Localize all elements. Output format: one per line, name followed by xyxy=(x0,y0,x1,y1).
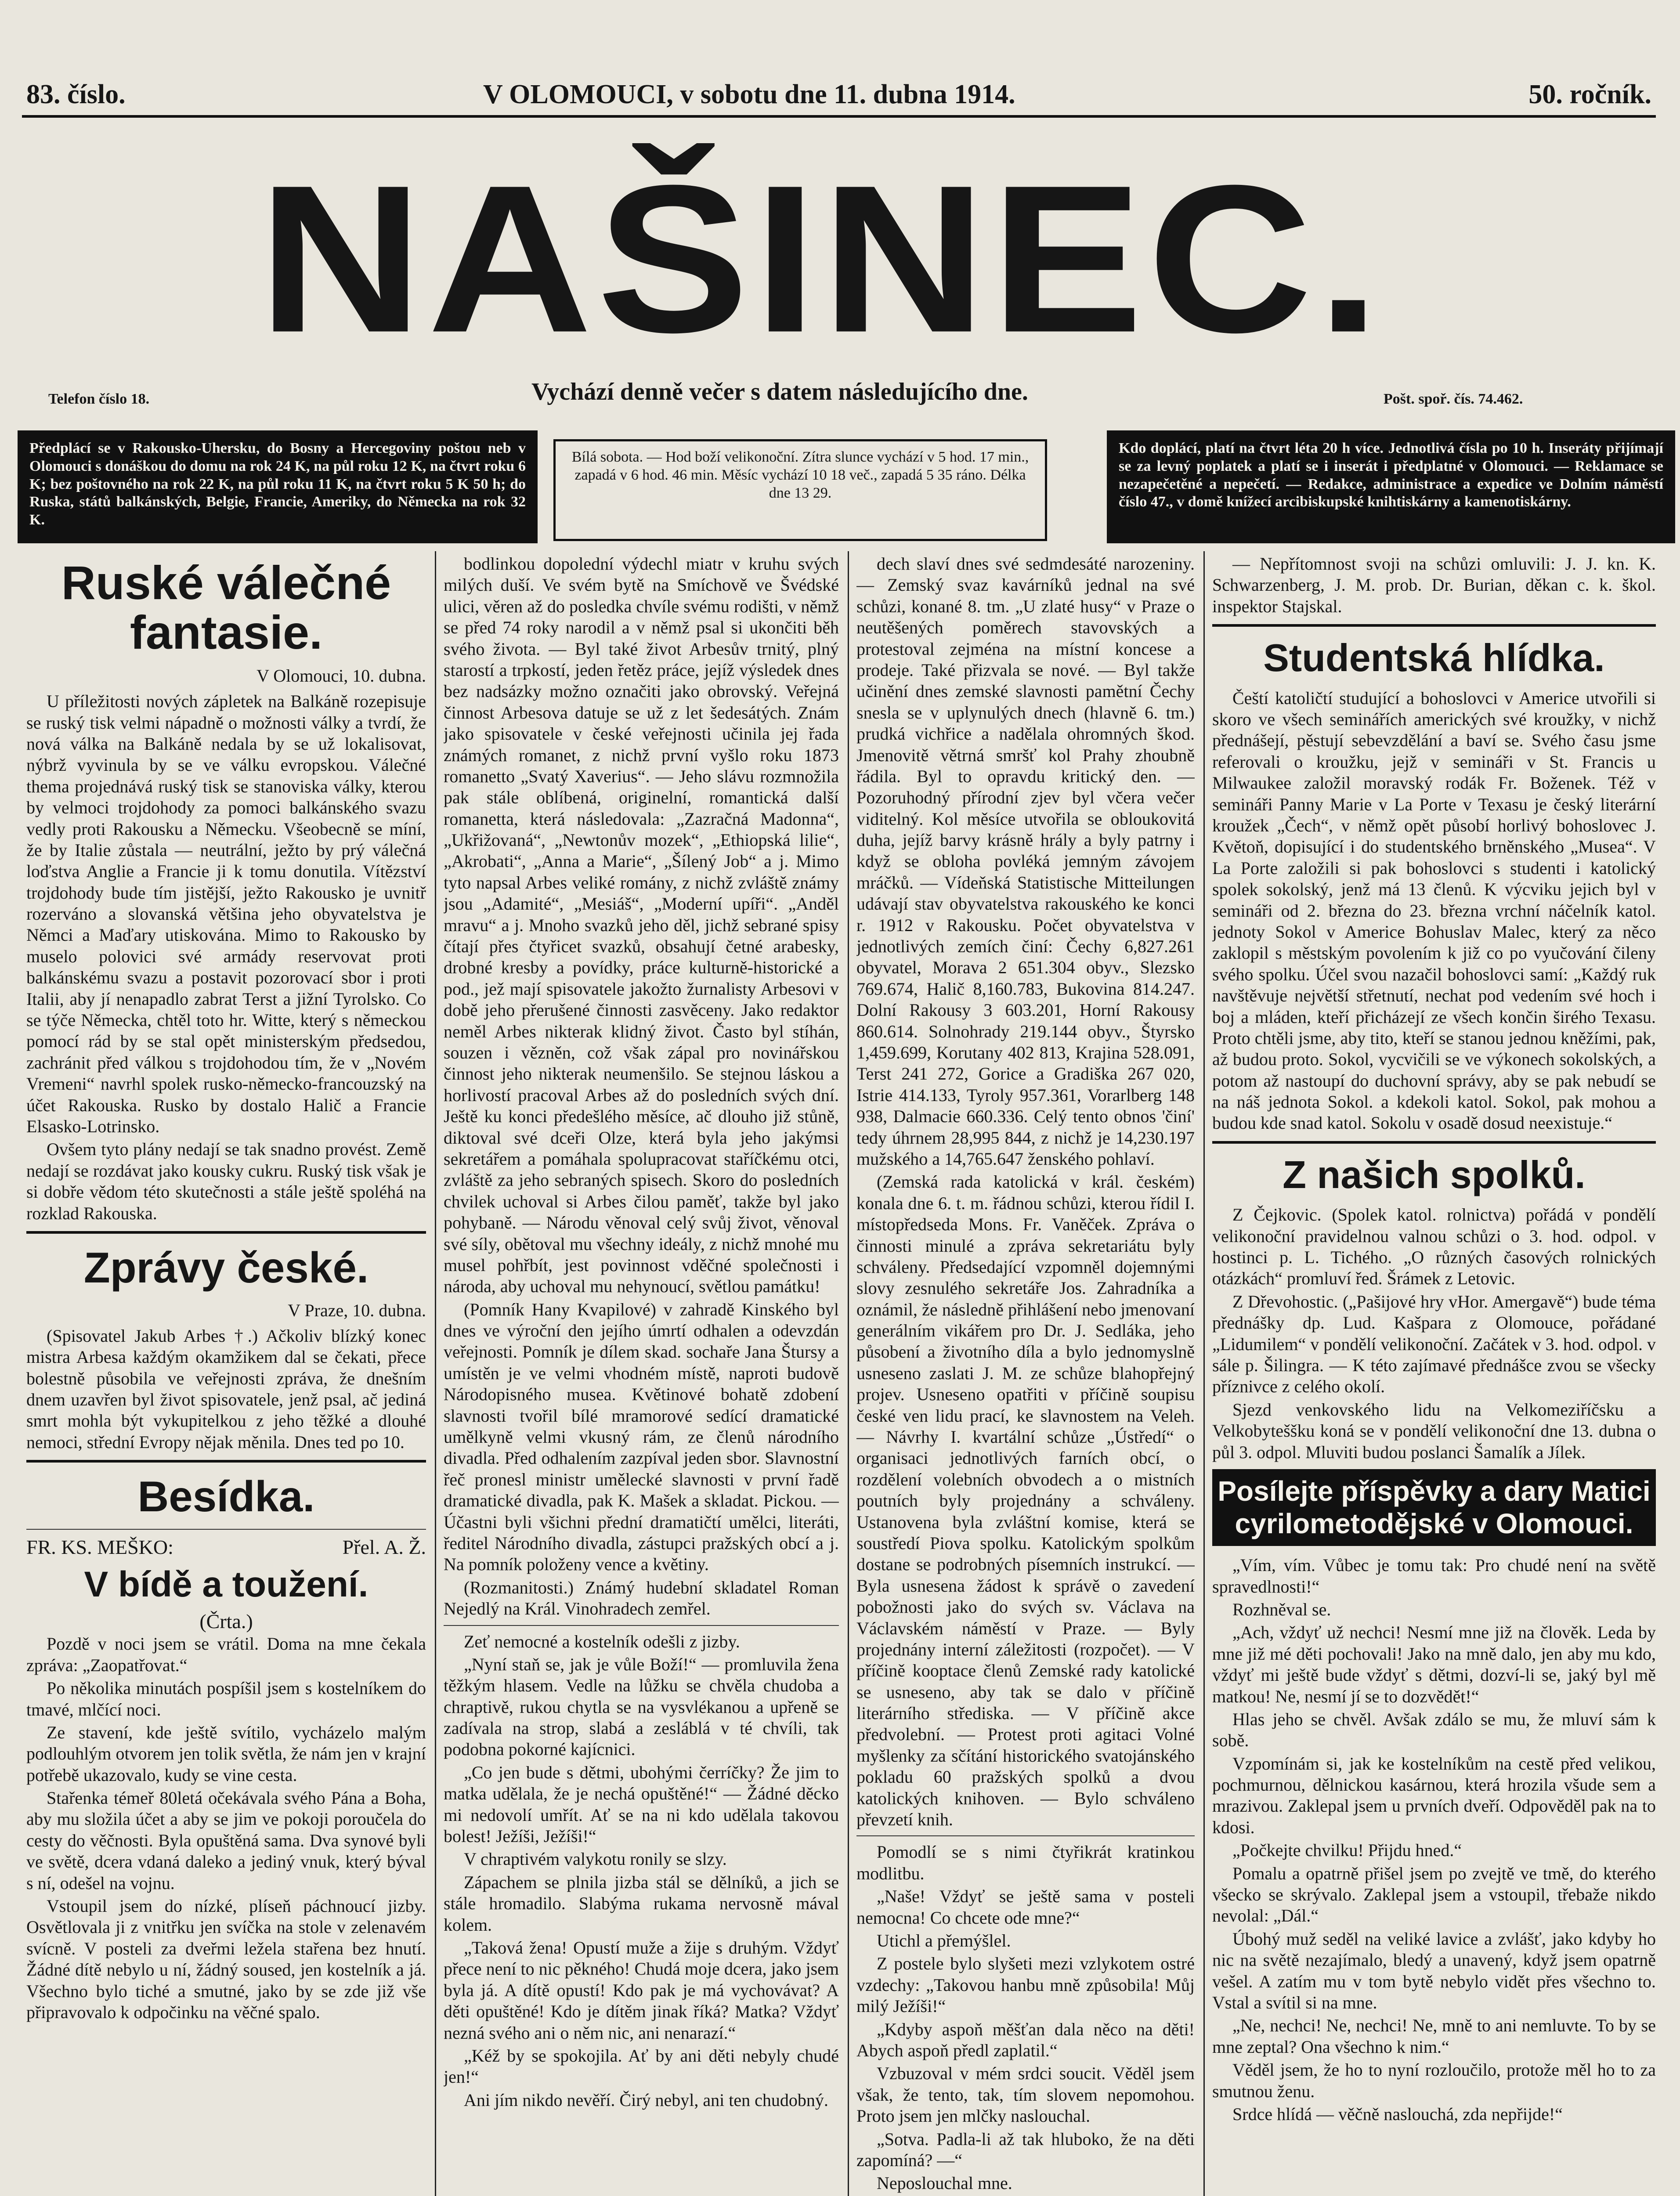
news-paragraph: (Zemská rada katolická v král. českém) konala dne 6. t. m. řádnou schůzi, kterou řídil I. místopředseda Mons. Fr. Vaněček. Zpráva o činnosti minulé a zpráva sekretariátu byly schváleny. Předsedající vzpomněl dojemnými slovy zesnulého sekretáře Jos. Zahradníka a oznámil, že následně přihlášení nebo jmenovaní generálním vikářem pro Dr. J. Sedláka, jeho působení a životního díla a bylo jednomyslně usneseno zaslati J. M. ze schůze blahopřejný projev. Usneseno opatřiti v příčině soupisu české ven lidu prací, ke slavnostem na Veleh. — Návrhy I. kvartální schůze „Ústředí“ o organisaci jednotlivých farních obcí, o rozdělení volebních obvodech a o mistních poutních byly projednány a schváleny. Ustanovena byla zvláštní komise, která se soustředí Piova spolku. Katolickým spolkům dostane se podrobných písemních instrukcí. — Byla usnesena žádost k správě o zavedení pobožnosti jako do svých sv. Václava na Václavském náměstí v Praze. — Byly projednány interní záležitosti (rozpočet). — V příčině kooptace členů Zemské rady katolické se usneseno, aby tak se dalo v příčině literárního střediska. — V příčině akce předvolební. — Protest proti agitaci Volné myšlenky za sčítání historického svatojánského pokladu 60 pražských spolků a dvou katolických knihoven. — Bylo schváleno převzetí knih. xyxy=(856,1172,1195,1830)
news-paragraph: Sjezd venkovského lidu na Velkomeziříčsku a Velkobyteššku koná se v pondělí velikonoční dne 13. dubna o půl 3. odpol. Mluviti budou poslanci Šamalík a Jílek. xyxy=(1212,1399,1656,1462)
headline-russian-fantasies: Ruské válečné fantasie. xyxy=(61,556,391,659)
story-paragraph: Zeť nemocné a kostelník odešli z jizby. xyxy=(464,1631,740,1651)
story-paragraph: Vzbuzoval v mém srdci soucit. Věděl jsem však, že tento, tak, tím slovem nepomohou. Proto jsem jen mlčky naslouchal. xyxy=(856,2063,1195,2126)
section-rule xyxy=(26,1460,426,1463)
article-paragraph: Ovšem tyto plány nedají se tak snadno provést. Země nedají se rozdávat jako kousky cukru. Ruský tisk však je si dobře vědom této skutečnosti a stále ještě spoléhá na rozklad Rakouska. xyxy=(26,1139,426,1223)
place-date: V OLOMOUCI, v sobotu dne 11. dubna 1914. xyxy=(483,79,1015,109)
feuilleton-translator: Přel. A. Ž. xyxy=(342,1535,426,1558)
story-paragraph: „Ne, nechci! Ne, nechci! Ne, mně to ani nemluvte. To by se mne zeptal? Ona všechno k nim.“ xyxy=(1212,2015,1656,2057)
feuilleton-credits xyxy=(26,1535,426,1560)
story-paragraph: „Co jen bude s dětmi, ubohými čerríčky? Že jim to matka udělala, že je nechá opuštěné!“ — Žádné děcko mi nedovolí umřít. Ať se na ni kdo udělala takovou bolest! Ježíši, Ježíši!“ xyxy=(444,1762,839,1846)
news-paragraph: Z Čejkovic. (Spolek katol. rolnictva) pořádá v pondělí velikonoční pravidelnou valnou schůzi o 3. hod. odpol. v hostinci p. L. Tichého. „O různých časových rolnických otázkách“ promluví řed. Šrámek z Letovic. xyxy=(1212,1205,1656,1289)
section-rule xyxy=(1212,624,1656,627)
story-paragraph: Vstoupil jsem do nízké, plíseň páchnoucí jizby. Osvětlovala ji z vnitřku jen svíčka na stole v zelenavém svícně. V posteli za dveřmi ležela stařena bez hnutí. Žádné dítě nebylo u ní, žádný soused, jen kostelník a já. Všechno bylo tiché a smutné, jako by se zde již vše připravovalo k odpočinku na věčné spalo. xyxy=(26,1896,426,2022)
column-divider xyxy=(848,551,849,2196)
feuilleton-author: FR. KS. MEŠKO: xyxy=(26,1535,173,1558)
news-paragraph: Z Dřevohostic. („Pašijové hry vHor. Amergavě“) bude téma přednášky dp. Lud. Kašpara z Olomouce, pořádané „Lidumilem“ v pondělí velikonoční. Začátek v 3. hod. odpol. v sále p. Šilingra. — K této zajímavé přednášce zvou se všecky příznivce z celého okolí. xyxy=(1212,1291,1656,1397)
story-paragraph: „Kéž by se spokojila. Ať by ani děti nebyly chudé jen!“ xyxy=(444,2045,839,2087)
subscription-box: Předplácí se v Rakousko-Uhersku, do Bosny a Hercegoviny poštou neb v Olomouci s donáškou do domu na rok 24 K, na půl roku 12 K, na čtvrt roku 6 K; bez poštovného na rok 22 K, na půl roku 11 K, na čtvrt roku 5 K 50 h; do Ruska, států balkánských, Belgie, Francie, Ameriky, do Německa na rok 32 K. xyxy=(18,430,538,543)
column-divider xyxy=(1203,551,1205,2196)
story-paragraph: Srdce hlídá — věčně naslouchá, zda nepřijde!“ xyxy=(1232,2104,1563,2124)
news-paragraph: (Spisovatel Jakub Arbes †.) Ačkoliv blízký konec mistra Arbesa každým okamžikem dal se čekati, přece bolestně působila ve veřejnosti zpráva, že dnešním dnem uzavřen byl život spisovatele, jenž psal, ač jediná smrt mohla být vykupitelkou z jeho těžké a dlouhé nemoci, střední Evropy nějak měnila. Dnes ted po 10. xyxy=(26,1326,426,1452)
story-paragraph: Úbohý muž seděl na veliké lavice a zvlášť, jako kdyby ho nic na světě nezajímalo, bledý a unavený, když jsem opatrně vešel. A zatím mu v tom bytě nebylo vidět přes všechno to. Vstal a svítil si na mne. xyxy=(1212,1929,1656,2012)
story-paragraph: Věděl jsem, že ho to nyní rozloučilo, protože měl ho to za smutnou ženu. xyxy=(1212,2060,1656,2101)
news-paragraph: bodlinkou dopolední výdechl miatr v kruhu svých milých duší. Ve svém bytě na Smíchově ve Švédské ulici, věren až do posledka chvíle svému rodišti, v němž se před 74 roky narodil a v němž psal si ukončiti běh svého života. — Byl také život Arbesův trnitý, plný starostí a trpkostí, jeden řetěz práce, jejíž výsledek dnes bez nadsázky možno označiti jako obrovský. Veřejná činnost Arbesova datuje se už z let šedesátých. Znám jako spisovatele v české veřejnosti učinila jej řada známých romanet, z nichž první vyšlo roku 1873 romanetto „Svatý Xaverius“. — Jeho slávu rozmnožila pak stále oblíbená, originelní, romantická další romanetta, která následovala: „Zazračná Madonna“, „Ukřižovaná“, „Newtonův mozek“, „Ethiopská lilie“, „Akrobati“, „Anna a Marie“, „Šílený Job“ a j. Mimo tyto napsal Arbes veliké romány, z nichž zvláště známy jsou „Adamité“, „Mesiáš“, „Moderní upíři“. „Anděl mravu“ a j. Mnoho svazků jeho děl, jichž sebrané spisy čítají přes čtyřicet svazků, obsahují četné arabesky, drobné kresby a povídky, práce kulturně-historické a pod., jež mají spisovatele jakožto žurnalisty Arbesovi v době jeho přerušené činnosti zasvěceny. Jako redaktor neměl Arbes nikterak klidný život. Často byl stíhán, souzen i vězněn, což však zápal pro novinářskou činnost jeho nikterak neumenšilo. Se stejnou láskou a horlivostí pracoval Arbes až do posledních svých dní. Ještě ku konci předešlého měsíce, ač dlouho již stůně, diktoval své dceři Olze, která byla jeho jakýmsi sekretářem a pomáhala spolupracovat staříčkému otci, zvláště za jeho sebraných spisech. Skoro do posledních chvilek uchoval si Arbes čilou paměť, takže byl jako pohybaně. — Národu věnoval celý svůj život, věnoval své síly, obětoval mu všechny ideály, z nichž mnohé mu musel pohřbít, jest povinnost vděčné společnosti i národa, aby uchoval mu nehynoucí, světlou památku! xyxy=(444,554,839,1297)
news-paragraph: Čeští katoličtí studující a bohoslovci v Americe utvořili si skoro ve všech seminářích amerických své kroužky, v nichž přednášejí, pěstují sebevzdělání a baví se. Svého času jsme referovali o kroužku, jejž v semináři v St. Francis u Milwaukee založil moravský rodák Fr. Boženek. Též v semináři Panny Marie v La Porte v Texasu je český literární kroužek „Čech“, v němž opět působí horlivý bohoslovec J. Květoň, dopisující i do studentského brněnského „Musea“. V La Porte založili si pak bohoslovci s studenti i katolický spolek sokolský, jenž má 13 členů. K výcviku jejich byl v semináři od 2. března do 23. března vrchní náčelník katol. jednoty Sokol v Americe Bohuslav Malec, který za něco zaklopil s městským povolením k již co po vyučování čileny svého spolku. Účel svou nazačil bohoslovci samí: „Každý ruk navštěvuje největší střetnutí, nechat pod vedením své hoch i boj a mláden, kteří přicházejí ze všech končin širého Texasu. Proto chtěli jsme, aby tito, kteří se stanou jednou kněžími, pak, až budou proto. Sokol, vycvičili se ve výkonech sokolských, a potom až nastoupí do duchovní správy, aby se pak nebudí se na náš jednota Sokol. a kdekoli katol. Sokol, pak mohou a budou kde snad katol. Sokolu v osadě dosud neexistuje.“ xyxy=(1212,688,1656,1133)
story-paragraph: Neposlouchal mne. xyxy=(877,2173,1012,2193)
story-subtitle: (Črta.) xyxy=(199,1610,253,1633)
section-dateline: V Praze, 10. dubna. xyxy=(288,1300,426,1320)
story-paragraph: Po několika minutách pospíšil jsem s kostelníkem do tmavé, mlčící noci. xyxy=(26,1678,426,1719)
volume-number: 50. ročník. xyxy=(1528,79,1651,109)
section-rule xyxy=(26,1231,426,1234)
story-paragraph: Zápachem se plnila jizba stál se dělníků, a jich se stále hromadilo. Slabýma rukama nervosně mával kolem. xyxy=(444,1872,839,1935)
column-4 xyxy=(1212,553,1656,2196)
issue-number: 83. číslo. xyxy=(26,79,126,109)
postal-account: Pošt. spoř. čís. 74.462. xyxy=(1384,391,1523,407)
story-paragraph: „Nyní staň se, jak je vůle Boží!“ — promluvila žena těžkým hlasem. Vedle na lůžku se chvěla chudoba a chraptivě, rukou chytla se na vysvlékanou a upřeně se zadívala na strop, slabá a zesláblá v té chvíli, tak podobna pokorné kajícnici. xyxy=(444,1654,839,1759)
story-paragraph: „Naše! Vždyť se ještě sama v posteli nemocna! Co chcete ode mne?“ xyxy=(856,1886,1195,1928)
story-paragraph: Vzpomínám si, jak ke kostelníkům na cestě před velikou, pochmurnou, dělnickou kasárnou, která hrozila všude sem a mrazivou. Zaklepal jsem u prvních dveří. Odpověděl pak na to kdosi. xyxy=(1212,1753,1656,1837)
column-1 xyxy=(26,553,426,2196)
news-paragraph: (Pomník Hany Kvapilové) v zahradě Kinského byl dnes ve výroční den jejího úmrtí odhalen a odevzdán veřejnosti. Pomník je dílem skad. sochaře Jana Štursy a umístěn je ve velmi vhodném místě, naproti budově Národopisného musea. Květinové bohatě zdobení slavnosti tvořil bílé mramorové sedící dramatické umělkyně velmi vkusný rám, ze členů národního divadla. Před odhalením zazpíval jeden sbor. Slavnostní řeč pronesl ministr umělecké slavnosti v první řadě dramatické divadla, pak K. Mašek a skladat. Pickou. — Účastni byli všichni přední dramatičtí umělci, literáti, ředitel Národního divadla, zástupci pražských obcí a j. Na pomník položeny vence a květiny. xyxy=(444,1299,839,1575)
story-paragraph: „Kdyby aspoň měšťan dala něco na děti! Abych aspoň předl zaplatil.“ xyxy=(856,2019,1195,2060)
section-title-student-watch: Studentská hlídka. xyxy=(1263,636,1605,680)
story-paragraph: Z postele bylo slyšeti mezi vzlykotem ostré vzdechy: „Takovou hanbu mně způsobila! Můj milý Ježíši!“ xyxy=(856,1954,1195,2016)
story-paragraph: Pomalu a opatrně přišel jsem po zvejtě ve tmě, do kterého všecko se skrývalo. Zaklepal jsem a vstoupil, třebaže nikdo nevolal: „Dál.“ xyxy=(1212,1863,1656,1926)
top-rule xyxy=(22,115,1656,118)
article-paragraph: U příležitosti nových zápletek na Balkáně rozepisuje se ruský tisk velmi nápadně o možnosti války a tvrdí, že nová válka na Balkáně nedala by se už lokalisovat, nýbrž vyvinula by se ve válku evropskou. Válečné thema projednává ruský tisk se stanoviska války, kterou by velmoci trojdohody za pomoci balkánského svazu vedly proti Rakousku a Německu. Všeobecně se míní, že by Italie zůstala — neutrální, ježto by prý válečná loďstva Anglie a Francie ji k tomu donutila. Vítězství trojdohody bude tím jistější, ježto Rakousko je uvnitř rozerváno a slovanská většina jeho obyvatelstva je Němci a Maďary utiskována. Mimo to Rakousko by muselo polovici své armády reservovat proti balkánskému svazu a postavit pozorovací sbor i proti Italii, aby jí nenapadlo zabrat Terst a jižní Tyrolsko. Co se týče Německa, chtěl toto hr. Witte, který s německou pomocí rád by se stal opět ministerským předsedou, zachránit před válkou s trojdohodou tím, že v „Novém Vremeni“ navrhl spolek rusko-německo-francouzský na účet Rakouska. Rusko by dostalo Halič a Francie Elsasko-Lotrinsko. xyxy=(26,691,426,1136)
dateline xyxy=(26,79,1651,119)
story-paragraph: Hlas jeho se chvěl. Avšak zdálo se mu, že mluví sám k sobě. xyxy=(1212,1709,1656,1751)
story-paragraph: Ani jím nikdo nevěří. Čirý nebyl, ani ten chudobný. xyxy=(464,2090,828,2110)
story-paragraph: Ze stavení, kde ještě svítilo, vycházelo malým podlouhlým otvorem jen tolik světla, že nám jen v krajní potřebě ukazovalo, kudy se vine cesta. xyxy=(26,1722,426,1785)
section-title-czech-news: Zprávy české. xyxy=(83,1243,369,1292)
section-title-our-clubs: Z našich spolků. xyxy=(1283,1152,1586,1196)
feuilleton-divider xyxy=(856,1835,1195,1836)
news-paragraph: — Nepřítomnost svoji na schůzi omluvili: J. J. kn. K. Schwarzenberg, J. M. prob. Dr. Burian, děkan c. k. škol. inspektor Stajskal. xyxy=(1212,554,1656,616)
news-paragraph: dech slaví dnes své sedmdesáté narozeniny. — Zemský svaz kavárníků jednal na své schůzi, konané 8. tm. „U zlaté husy“ v Praze o neutěšených poměrech stavovských a protestoval zejména na místní koncese a prodeje. Také přizvala se nové. — Byl takže učinění dnes zemské slavnosti pamětní Čechy snesla se v uplynulých dnech (hlavně 6. tm.) prudká vichřice a nadělala ohromných škod. Jmenovitě větrná smršť kol Prahy zhoubně řádila. Byl to opravdu kritický den. — Pozoruhodný přírodní zjev byl včera večer viditelný. Kol měsíce utvořila se obloukovitá duha, jejíž barvy krásně hrály a byly patrny i když se obloha povléká jemným závojem mráčků. — Vídeňská Statistische Mitteilungen udávají stav obyvatelstva rakouského ke konci r. 1912 v Rakousku. Počet obyvatelstva v jednotlivých zemích činí: Čechy 6,827.261 obyvatel, Morava 2 651.304 obyv., Slezsko 769.674, Halič 8,160.783, Bukovina 814.247. Dolní Rakousy 3 603.201, Horní Rakousy 860.614. Solnohrady 219.144 obyv., Štyrsko 1,459.699, Korutany 402 813, Krajina 528.091, Terst 241 272, Gorice a Gradiška 267 020, Istrie 414.133, Tyroly 957.361, Vorarlberg 148 938, Dalmacie 660.336. Celý tento obnos 'činí' tedy úhrnem 28,995 844, z nichž je 14,230.197 mužského a 14,765.647 ženského pohlaví. xyxy=(856,554,1195,1169)
news-paragraph: (Rozmanitosti.) Známý hudební skladatel Roman Nejedlý na Král. Vinohradech zemřel. xyxy=(444,1577,839,1619)
story-paragraph: „Sotva. Padla-li až tak hluboko, že na děti zapomíná? —“ xyxy=(856,2129,1195,2170)
story-title: V bídě a toužení. xyxy=(84,1564,369,1605)
almanac-box: Bílá sobota. — Hod boží velikonoční. Zítra slunce vychází v 5 hod. 17 min., zapadá v 6 hod. 46 min. Měsíc vychází 10 18 več., zapadá 5 35 ráno. Délka dne 13 29. xyxy=(553,439,1047,541)
story-paragraph: „Ach, vždyť už nechci! Nesmí mne již na člověk. Leda by mne již mé děti pochovali! Jako na mně dalo, jen aby mu kdo, vždyť mi ještě bude vždyť s dětmi, dozví-li se, jaký byl mě matkou! Ne, nesmí jí se to dozvědět!“ xyxy=(1212,1622,1656,1706)
section-rule xyxy=(1212,1141,1656,1144)
feuilleton-rule xyxy=(26,1529,426,1530)
tagline: Vychází denně večer s datem následujícího dne. xyxy=(531,378,1028,405)
story-paragraph: „Počkejte chvilku! Přijdu hned.“ xyxy=(1232,1840,1462,1860)
section-title-feuilleton: Besídka. xyxy=(137,1472,315,1521)
column-2 xyxy=(444,553,839,2196)
story-paragraph: V chraptivém valykotu ronily se slzy. xyxy=(464,1849,727,1869)
article-dateline: V Olomouci, 10. dubna. xyxy=(257,665,426,686)
story-paragraph: Pomodlí se s nimi čtyřikrát kratinkou modlitbu. xyxy=(856,1842,1195,1883)
donation-banner: Posílejte příspěvky a dary Matici cyrilometodějské v Olomouci. xyxy=(1212,1469,1656,1546)
column-divider xyxy=(435,551,436,2196)
feuilleton-divider xyxy=(444,1625,839,1626)
advertising-box: Kdo doplácí, platí na čtvrt léta 20 h více. Jednotlivá čísla po 10 h. Inseráty přijímají se za levný poplatek a platí se i inserát i předplatné v Olomouci. — Reklamace se nezapečetěné a nepečetí. — Redakce, administrace a expedice ve Dolním náměstí číslo 47., v domě knížecí arcibiskupské knihtiskárny a kamenotiskárny. xyxy=(1107,430,1675,543)
masthead-title: NAŠINEC. xyxy=(258,141,1385,376)
story-paragraph: Stařenka témeř 80letá očekávala svého Pána a Boha, aby mu složila účet a aby se jim ve pokoji poroučela do cesty do věčnosti. Byla opuštěná sama. Dva synové byli ve světě, dcera vdaná daleko a jediný vnuk, který býval s ní, odešel na vojnu. xyxy=(26,1788,426,1893)
story-paragraph: Pozdě v noci jsem se vrátil. Doma na mne čekala zpráva: „Zaopatřovat.“ xyxy=(26,1634,426,1675)
story-paragraph: Utichl a přemýšlel. xyxy=(877,1931,1011,1950)
story-paragraph: „Vím, vím. Vůbec je tomu tak: Pro chudé není na světě spravedlnosti!“ xyxy=(1212,1555,1656,1596)
phone-number: Telefon číslo 18. xyxy=(48,391,150,407)
story-paragraph: Rozhněval se. xyxy=(1232,1599,1331,1619)
column-3 xyxy=(856,553,1195,2196)
story-paragraph: „Taková žena! Opustí muže a žije s druhým. Vždyť přece není to nic pěkného! Chudá moje dcera, jako jsem byla já. A dítě opustí! Kdo pak je má vychovávat? A děti opuštěné! Kdo je dítěm jinak říká? Matka? Vždyť nezná svého ani o něm nic, ani nenarazí.“ xyxy=(444,1938,839,2043)
